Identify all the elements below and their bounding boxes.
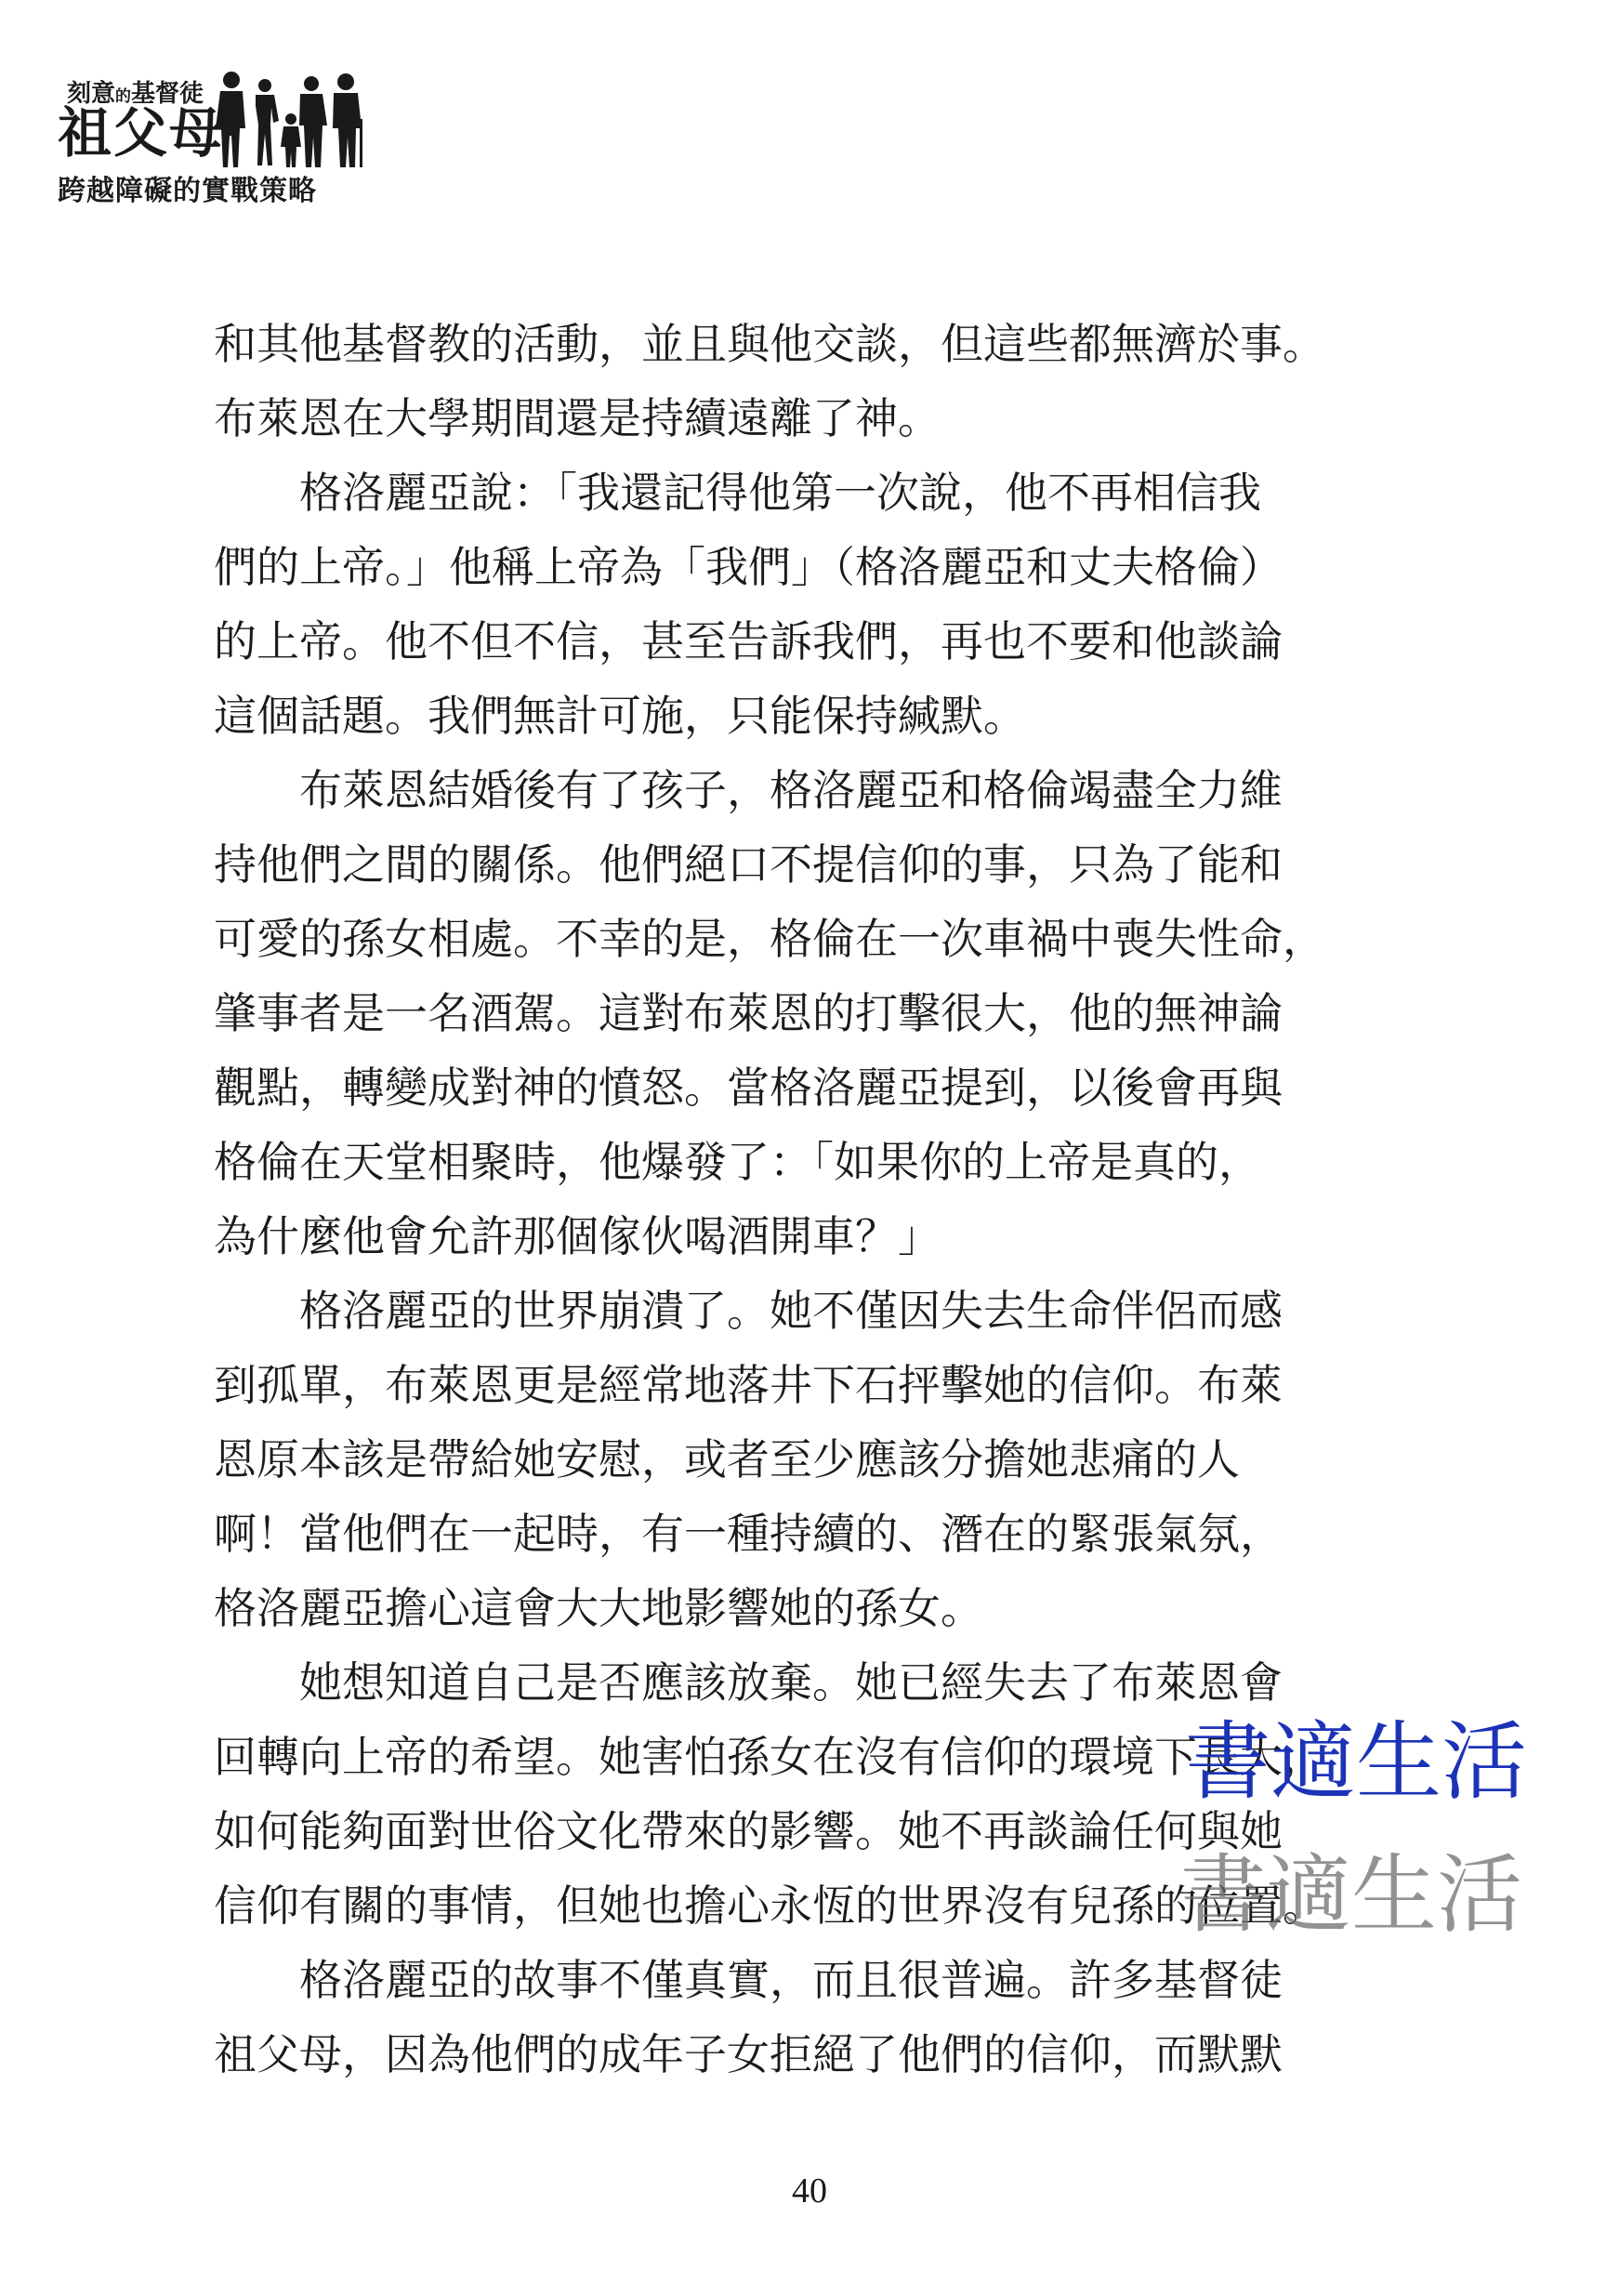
family-silhouette-icon bbox=[211, 65, 369, 169]
text-line: 回轉向上帝的希望。她害怕孫女在沒有信仰的環境下長大， bbox=[214, 1732, 1325, 1782]
text-line: 布萊恩結婚後有了孩子，格洛麗亞和格倫竭盡全力維 bbox=[214, 765, 1283, 815]
text-line: 可愛的孫女相處。不幸的是，格倫在一次車禍中喪失性命， bbox=[214, 914, 1325, 964]
text-line: 的上帝。他不但不信，甚至告訴我們，再也不要和他談論 bbox=[214, 616, 1283, 666]
watermark-gray: 書適生活 bbox=[1180, 1845, 1523, 1945]
text-line: 信仰有關的事情，但她也擔心永恆的世界沒有兒孫的位置。 bbox=[214, 1880, 1325, 1931]
text-line: 到孤單，布萊恩更是經常地落井下石抨擊她的信仰。布萊 bbox=[214, 1360, 1283, 1410]
text-line: 們的上帝。」他稱上帝為「我們」（格洛麗亞和丈夫格倫） bbox=[214, 542, 1283, 592]
book-subtitle: 跨越障礙的實戰策略 bbox=[58, 175, 317, 207]
book-logo bbox=[58, 58, 374, 206]
text-line: 祖父母，因為他們的成年子女拒絕了他們的信仰，而默默 bbox=[214, 2029, 1283, 2079]
series-suffix: 基督徒 bbox=[131, 80, 204, 108]
body-text bbox=[214, 307, 1413, 2091]
text-line: 格洛麗亞的故事不僅真實，而且很普遍。許多基督徒 bbox=[214, 1955, 1283, 2005]
book-title: 祖父母 bbox=[58, 101, 226, 165]
text-line: 觀點，轉變成對神的憤怒。當格洛麗亞提到，以後會再與 bbox=[214, 1062, 1283, 1113]
text-line: 和其他基督教的活動，並且與他交談，但這些都無濟於事。 bbox=[214, 319, 1325, 369]
text-line: 這個話題。我們無計可施，只能保持緘默。 bbox=[214, 691, 1026, 741]
text-line: 格洛麗亞的世界崩潰了。她不僅因失去生命伴侶而感 bbox=[214, 1286, 1283, 1336]
text-line: 持他們之間的關係。他們絕口不提信仰的事，只為了能和 bbox=[214, 839, 1283, 890]
watermark-blue: 書適生活 bbox=[1185, 1712, 1528, 1812]
text-line: 格倫在天堂相聚時，他爆發了：「如果你的上帝是真的， bbox=[214, 1137, 1261, 1187]
text-line: 格洛麗亞擔心這會大大地影響她的孫女。 bbox=[214, 1583, 983, 1633]
text-line: 肇事者是一名酒駕。這對布萊恩的打擊很大，他的無神論 bbox=[214, 988, 1283, 1038]
page-number: 40 bbox=[792, 2171, 827, 2210]
text-line: 她想知道自己是否應該放棄。她已經失去了布萊恩會 bbox=[214, 1657, 1283, 1708]
text-line: 布萊恩在大學期間還是持續遠離了神。 bbox=[214, 393, 941, 443]
text-line: 格洛麗亞說：「我還記得他第一次說，他不再相信我 bbox=[214, 468, 1261, 518]
text-line: 為什麼他會允許那個傢伙喝酒開車？」 bbox=[214, 1211, 941, 1261]
series-particle: 的 bbox=[115, 87, 132, 106]
text-line: 啊！當他們在一起時，有一種持續的、潛在的緊張氣氛， bbox=[214, 1509, 1283, 1559]
text-line: 如何能夠面對世俗文化帶來的影響。她不再談論任何與她 bbox=[214, 1806, 1283, 1856]
text-line: 恩原本該是帶給她安慰，或者至少應該分擔她悲痛的人 bbox=[214, 1434, 1240, 1484]
series-prefix: 刻意 bbox=[67, 80, 116, 108]
